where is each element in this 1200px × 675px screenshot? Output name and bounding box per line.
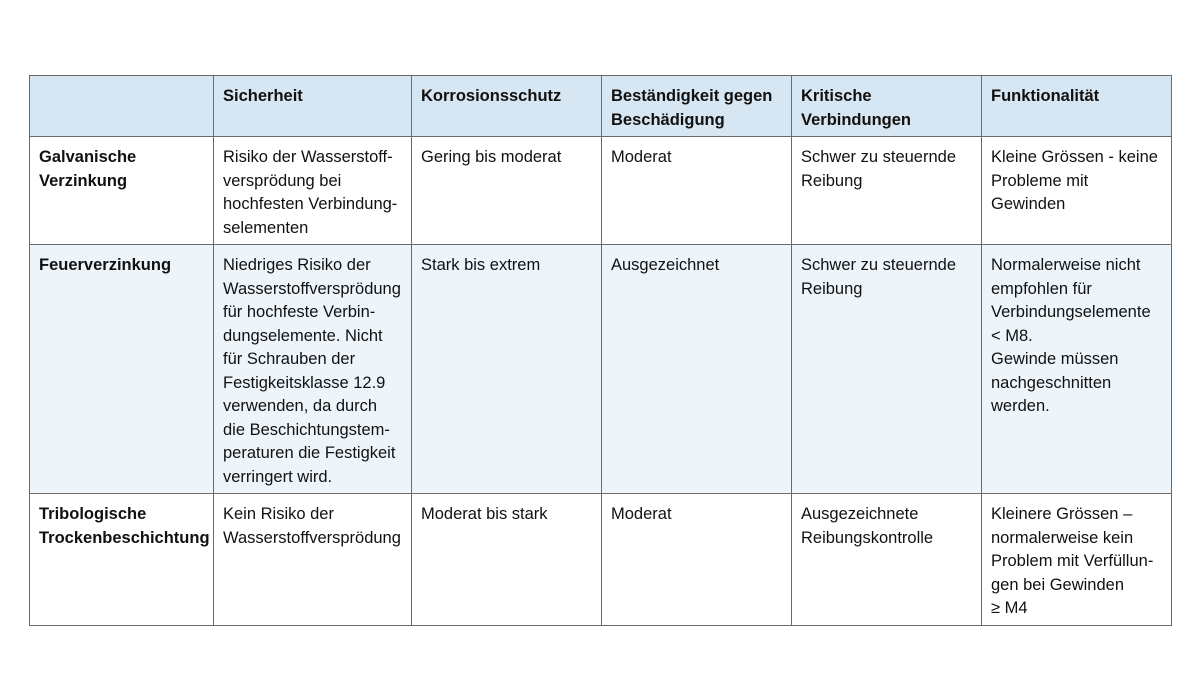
header-funktionalitaet: Funktionalität	[982, 76, 1172, 137]
row-label: Tribologische Trockenbeschichtung	[30, 494, 214, 626]
table-row	[30, 494, 1172, 626]
table-cell: Schwer zu steuernde Reibung	[792, 137, 982, 245]
table-cell: Schwer zu steuernde Reibung	[792, 245, 982, 494]
row-label: Galvanische Verzinkung	[30, 137, 214, 245]
table-cell: Moderat	[602, 494, 792, 626]
table-row	[30, 137, 1172, 245]
table-cell: Kein Risiko der Wasserstoffversprödung	[214, 494, 412, 626]
row-label: Feuerverzinkung	[30, 245, 214, 494]
table-cell: Risiko der Wasserstoff- versprödung bei hochfesten Verbindung- selementen	[214, 137, 412, 245]
table-row	[30, 245, 1172, 494]
header-row	[30, 76, 1172, 137]
table-cell: Ausgezeichnet	[602, 245, 792, 494]
header-korrosionsschutz: Korrosionsschutz	[412, 76, 602, 137]
table-cell: Ausgezeichnete Reibungskontrolle	[792, 494, 982, 626]
table-cell: Normalerweise nicht empfohlen für Verbindungselemente < M8. Gewinde müssen nachgeschnitten werden.	[982, 245, 1172, 494]
table-cell: Niedriges Risiko der Wasserstoffversprödung für hochfeste Verbin- dungselemente. Nicht für Schrauben der Festigkeitsklasse 12.9 verwenden, da durch die Beschichtungstem- peraturen die Festigkeit verringert wird.	[214, 245, 412, 494]
header-corner-cell	[30, 76, 214, 137]
table-cell: Gering bis moderat	[412, 137, 602, 245]
table-cell: Moderat	[602, 137, 792, 245]
table-cell: Moderat bis stark	[412, 494, 602, 626]
table-cell: Kleinere Grössen – normalerweise kein Problem mit Verfüllun- gen bei Gewinden ≥ M4	[982, 494, 1172, 626]
table-cell: Stark bis extrem	[412, 245, 602, 494]
table-cell: Kleine Grössen - keine Probleme mit Gewinden	[982, 137, 1172, 245]
header-kritische-verbindungen: Kritische Verbindungen	[792, 76, 982, 137]
header-bestaendigkeit: Beständigkeit gegen Beschädigung	[602, 76, 792, 137]
comparison-table	[29, 75, 1172, 626]
header-sicherheit: Sicherheit	[214, 76, 412, 137]
